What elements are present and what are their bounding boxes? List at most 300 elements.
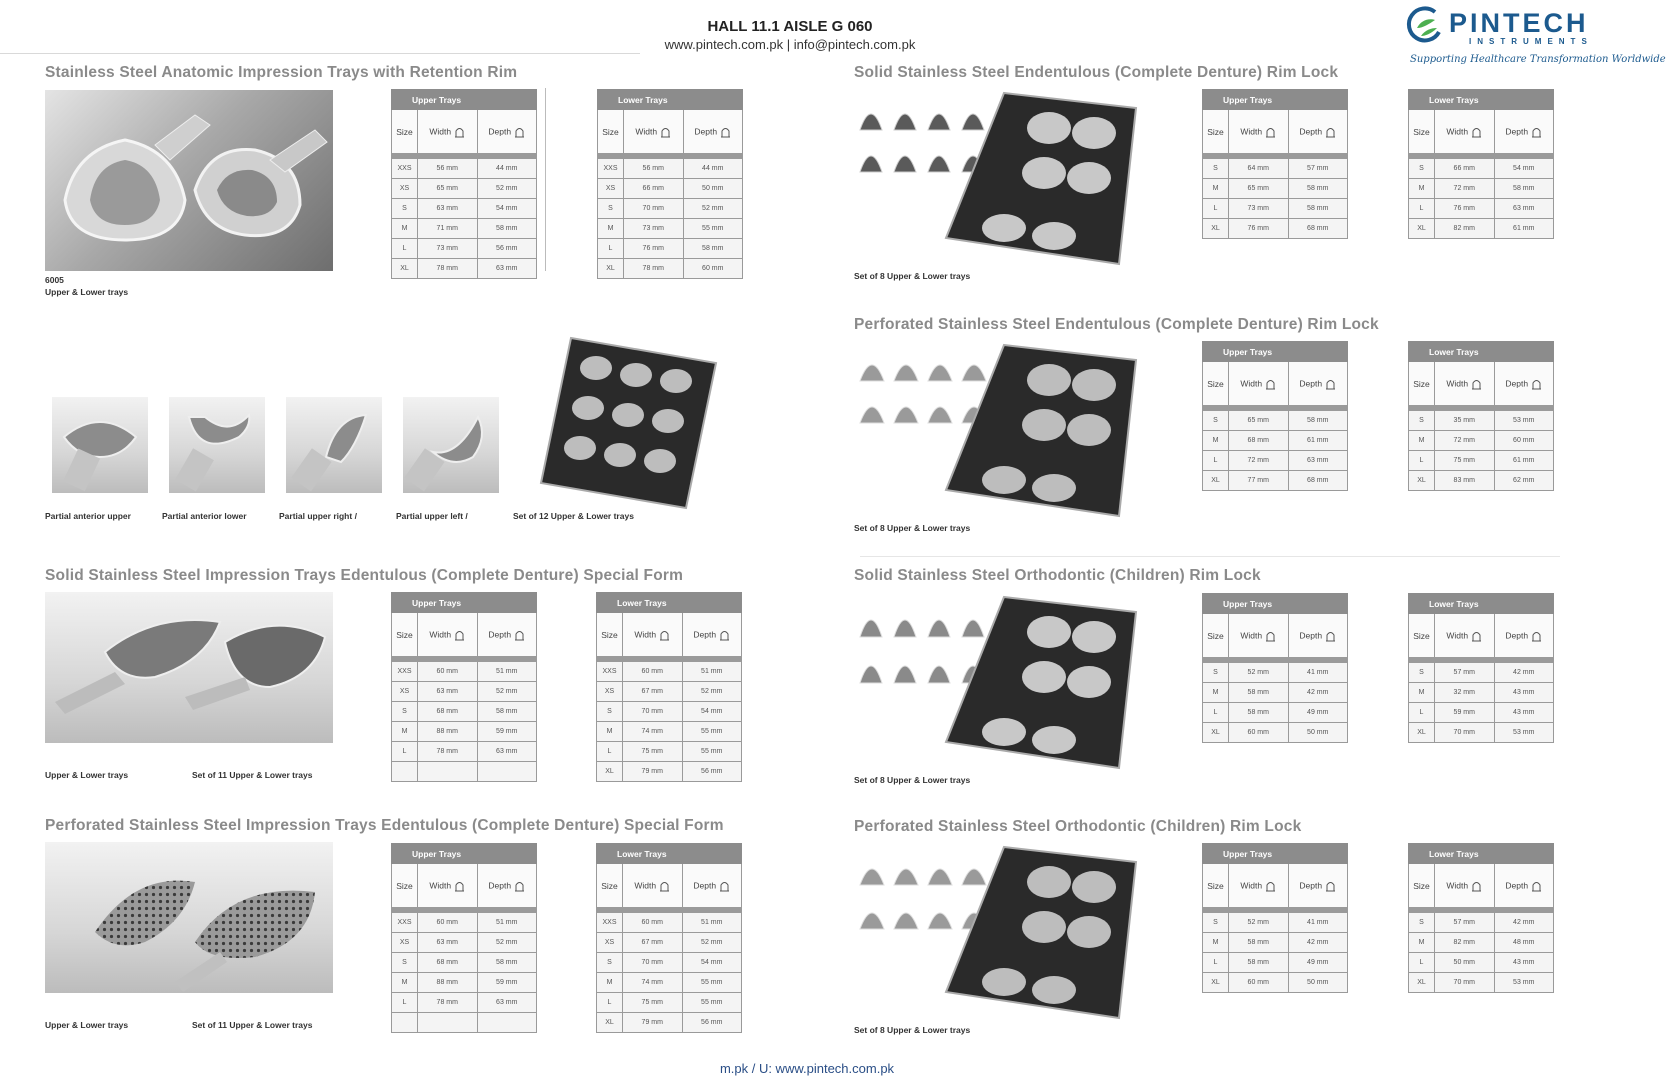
width-cell: 32 mm <box>1435 683 1495 703</box>
width-cell <box>418 762 478 782</box>
width-cell: 67 mm <box>623 933 683 953</box>
spec-table <box>391 843 537 1033</box>
width-cell: 78 mm <box>418 742 478 762</box>
depth-cell: 51 mm <box>477 913 537 933</box>
size-header: Size <box>1203 864 1229 908</box>
depth-cell: 63 mm <box>477 993 537 1013</box>
width-cell: 72 mm <box>1435 179 1495 199</box>
size-header: Size <box>597 613 623 657</box>
depth-cell: 54 mm <box>1494 159 1554 179</box>
size-cell: S <box>392 199 418 219</box>
table-row <box>1409 411 1554 431</box>
width-header <box>1229 110 1289 154</box>
size-header: Size <box>1203 614 1229 658</box>
tray-case-icon <box>536 333 720 513</box>
width-cell: 63 mm <box>418 682 478 702</box>
vertical-divider <box>545 88 546 271</box>
tooth-icon <box>1265 126 1276 138</box>
depth-cell <box>477 762 537 782</box>
depth-cell: 55 mm <box>682 973 742 993</box>
size-cell: XL <box>1409 219 1435 239</box>
depth-cell: 60 mm <box>683 259 743 279</box>
table-row <box>1203 431 1348 451</box>
depth-cell: 62 mm <box>1494 471 1554 491</box>
width-header <box>624 110 684 154</box>
spec-table <box>1202 593 1348 743</box>
width-cell: 79 mm <box>623 1013 683 1033</box>
depth-cell: 61 mm <box>1288 431 1348 451</box>
spec-table <box>1408 843 1554 993</box>
partial-tray-icon <box>403 397 499 493</box>
depth-cell: 53 mm <box>1494 411 1554 431</box>
spec-table <box>597 89 743 279</box>
table-row <box>597 933 742 953</box>
product-photo-partial-upper-left <box>403 397 499 493</box>
table-row <box>1409 471 1554 491</box>
table-row <box>598 239 743 259</box>
size-cell: S <box>1409 663 1435 683</box>
product-photo-set-8-case <box>944 340 1140 518</box>
table-title: Lower Trays <box>1409 342 1554 362</box>
product-photo-set-12-case <box>536 333 720 513</box>
size-cell: XS <box>597 682 623 702</box>
caption-set-8: Set of 8 Upper & Lower trays <box>854 523 971 533</box>
caption-upper-lower: Upper & Lower trays <box>45 1020 129 1030</box>
spec-table <box>596 843 742 1033</box>
table-row <box>1409 179 1554 199</box>
table-row <box>1203 683 1348 703</box>
depth-label: Depth <box>1505 377 1529 388</box>
size-cell: S <box>1409 159 1435 179</box>
tooth-icon <box>454 880 465 892</box>
size-cell: M <box>392 722 418 742</box>
table-row <box>597 702 742 722</box>
size-cell: XXS <box>597 913 623 933</box>
tooth-icon <box>1471 126 1482 138</box>
depth-cell: 43 mm <box>1494 703 1554 723</box>
width-label: Width <box>1446 879 1469 890</box>
depth-cell: 43 mm <box>1494 683 1554 703</box>
width-cell: 78 mm <box>624 259 684 279</box>
width-cell: 70 mm <box>623 702 683 722</box>
table-row <box>392 1013 537 1033</box>
tooth-icon <box>719 880 730 892</box>
tooth-icon <box>1471 630 1482 642</box>
size-cell: L <box>598 239 624 259</box>
table-title: Upper Trays <box>1203 90 1348 110</box>
width-label: Width <box>634 879 657 890</box>
table-row <box>1203 703 1348 723</box>
caption-set-11: Set of 11 Upper & Lower trays <box>192 1020 313 1030</box>
spec-table <box>1408 89 1554 239</box>
tray-pair-icon <box>45 592 333 743</box>
size-cell <box>392 1013 418 1033</box>
width-cell: 82 mm <box>1435 219 1495 239</box>
depth-cell: 43 mm <box>1494 953 1554 973</box>
table-row <box>597 953 742 973</box>
depth-cell: 63 mm <box>1288 451 1348 471</box>
size-cell: M <box>392 973 418 993</box>
tooth-icon <box>454 126 465 138</box>
width-cell: 60 mm <box>1229 973 1289 993</box>
spec-table <box>1202 89 1348 239</box>
width-cell: 60 mm <box>418 662 478 682</box>
logo-wordmark: PINTECH <box>1449 8 1589 38</box>
tooth-icon <box>1531 630 1542 642</box>
depth-header <box>683 110 743 154</box>
width-cell: 60 mm <box>623 913 683 933</box>
table-row <box>598 179 743 199</box>
logo-globe-icon <box>1405 6 1445 46</box>
size-cell: XL <box>1409 973 1435 993</box>
width-cell: 70 mm <box>1435 723 1495 743</box>
depth-cell: 42 mm <box>1288 683 1348 703</box>
product-photo-set-8-case <box>944 842 1140 1020</box>
depth-header <box>477 110 537 154</box>
size-cell: XXS <box>392 159 418 179</box>
table-row <box>597 993 742 1013</box>
depth-cell: 58 mm <box>1288 179 1348 199</box>
spec-table <box>391 592 537 782</box>
depth-label: Depth <box>1299 629 1323 640</box>
width-label: Width <box>635 125 658 136</box>
table-row <box>1203 953 1348 973</box>
header-divider <box>0 53 640 54</box>
width-cell: 63 mm <box>418 933 478 953</box>
depth-label: Depth <box>1505 879 1529 890</box>
size-cell: M <box>1203 431 1229 451</box>
tray-pair-icon <box>45 90 333 271</box>
section-divider <box>860 556 1560 557</box>
section-title-anatomic: Stainless Steel Anatomic Impression Trays with Retention Rim <box>45 64 518 81</box>
spec-table <box>1408 593 1554 743</box>
table-row <box>1409 199 1554 219</box>
width-header <box>1435 864 1495 908</box>
table-row <box>1203 913 1348 933</box>
table-row <box>1409 683 1554 703</box>
table-row <box>597 913 742 933</box>
depth-cell: 68 mm <box>1288 471 1348 491</box>
size-cell: L <box>597 742 623 762</box>
width-label: Width <box>1446 377 1469 388</box>
spec-table <box>596 592 742 782</box>
table-title: Upper Trays <box>392 593 537 613</box>
depth-cell: 49 mm <box>1288 703 1348 723</box>
width-label: Width <box>634 628 657 639</box>
spec-table <box>1202 341 1348 491</box>
table-row <box>1203 471 1348 491</box>
depth-cell: 55 mm <box>682 722 742 742</box>
width-cell: 71 mm <box>418 219 478 239</box>
depth-header <box>477 613 537 657</box>
width-header <box>623 613 683 657</box>
width-cell: 58 mm <box>1229 683 1289 703</box>
width-label: Width <box>1240 879 1263 890</box>
size-cell: S <box>392 953 418 973</box>
table-row <box>392 913 537 933</box>
logo-subtitle: INSTRUMENTS <box>1469 37 1593 46</box>
size-cell: XL <box>597 762 623 782</box>
width-cell: 65 mm <box>1229 411 1289 431</box>
width-header <box>623 864 683 908</box>
width-label: Width <box>1240 125 1263 136</box>
size-cell: M <box>1203 179 1229 199</box>
depth-cell: 58 mm <box>1288 411 1348 431</box>
table-row <box>392 973 537 993</box>
table-title: Lower Trays <box>597 844 742 864</box>
width-label: Width <box>429 628 452 639</box>
table-title: Lower Trays <box>598 90 743 110</box>
table-title: Upper Trays <box>1203 594 1348 614</box>
size-cell: L <box>392 742 418 762</box>
depth-cell: 52 mm <box>682 682 742 702</box>
width-cell: 77 mm <box>1229 471 1289 491</box>
depth-cell: 51 mm <box>682 913 742 933</box>
tooth-icon <box>719 629 730 641</box>
tooth-icon <box>1531 126 1542 138</box>
table-row <box>597 973 742 993</box>
table-row <box>392 159 537 179</box>
size-header: Size <box>392 864 418 908</box>
depth-label: Depth <box>488 125 512 136</box>
partial-tray-icon <box>169 397 265 493</box>
table-row <box>392 993 537 1013</box>
width-cell: 88 mm <box>418 722 478 742</box>
tooth-icon <box>720 126 731 138</box>
width-cell: 58 mm <box>1229 703 1289 723</box>
tooth-icon <box>1531 880 1542 892</box>
width-cell: 60 mm <box>623 662 683 682</box>
size-cell: L <box>1203 451 1229 471</box>
depth-header <box>682 864 742 908</box>
tooth-icon <box>1531 378 1542 390</box>
table-row <box>392 259 537 279</box>
depth-cell: 42 mm <box>1494 913 1554 933</box>
depth-cell: 60 mm <box>1494 431 1554 451</box>
depth-cell: 54 mm <box>682 953 742 973</box>
depth-header <box>1494 864 1554 908</box>
depth-cell: 53 mm <box>1494 973 1554 993</box>
caption-partial-upper-right: Partial upper right / <box>279 511 357 521</box>
width-cell: 58 mm <box>1229 933 1289 953</box>
perforated-tray-pair-icon <box>45 842 333 993</box>
table-row <box>1409 723 1554 743</box>
width-header <box>1229 362 1289 406</box>
width-cell: 60 mm <box>1229 723 1289 743</box>
size-cell: XL <box>1203 723 1229 743</box>
depth-cell: 63 mm <box>1494 199 1554 219</box>
size-cell: M <box>1409 179 1435 199</box>
table-row <box>392 179 537 199</box>
size-cell: XS <box>392 179 418 199</box>
depth-cell: 55 mm <box>682 742 742 762</box>
size-cell: XL <box>597 1013 623 1033</box>
width-header <box>1435 614 1495 658</box>
width-cell: 52 mm <box>1229 663 1289 683</box>
depth-cell: 42 mm <box>1494 663 1554 683</box>
size-cell: XL <box>1409 471 1435 491</box>
size-cell: XS <box>597 933 623 953</box>
section-title-perforated-rim-lock: Perforated Stainless Steel Endentulous (Complete Denture) Rim Lock <box>854 316 1379 333</box>
size-cell: S <box>1409 913 1435 933</box>
depth-cell <box>477 1013 537 1033</box>
size-cell: XL <box>598 259 624 279</box>
caption-upper-lower: Upper & Lower trays <box>45 287 129 297</box>
depth-label: Depth <box>1299 125 1323 136</box>
tooth-icon <box>514 880 525 892</box>
depth-header <box>1288 362 1348 406</box>
page-header <box>590 18 990 52</box>
depth-label: Depth <box>1299 377 1323 388</box>
depth-cell: 50 mm <box>1288 723 1348 743</box>
width-cell: 68 mm <box>418 953 478 973</box>
table-row <box>598 219 743 239</box>
width-cell: 76 mm <box>1435 199 1495 219</box>
width-cell: 64 mm <box>1229 159 1289 179</box>
table-row <box>597 762 742 782</box>
depth-cell: 58 mm <box>1288 199 1348 219</box>
table-row <box>1203 159 1348 179</box>
tooth-icon <box>1471 378 1482 390</box>
width-header <box>1435 110 1495 154</box>
size-cell: M <box>598 219 624 239</box>
depth-cell: 51 mm <box>477 662 537 682</box>
size-header: Size <box>1409 110 1435 154</box>
size-header: Size <box>1203 110 1229 154</box>
table-row <box>1409 953 1554 973</box>
product-photo-anatomic-trays <box>45 90 333 271</box>
size-cell: XL <box>1203 219 1229 239</box>
size-cell: M <box>392 219 418 239</box>
section-title-solid-rim-lock: Solid Stainless Steel Endentulous (Complete Denture) Rim Lock <box>854 64 1339 81</box>
width-cell: 70 mm <box>624 199 684 219</box>
depth-cell: 44 mm <box>477 159 537 179</box>
size-cell: S <box>1203 159 1229 179</box>
depth-cell: 52 mm <box>477 933 537 953</box>
tray-case-icon <box>944 340 1140 518</box>
size-header: Size <box>392 110 418 154</box>
product-photo-set-8-case <box>944 592 1140 770</box>
table-row <box>1203 451 1348 471</box>
tooth-icon <box>454 629 465 641</box>
width-cell: 88 mm <box>418 973 478 993</box>
size-cell: XS <box>392 933 418 953</box>
width-cell: 76 mm <box>1229 219 1289 239</box>
width-cell: 57 mm <box>1435 913 1495 933</box>
size-cell: L <box>392 239 418 259</box>
size-cell: XXS <box>392 913 418 933</box>
width-label: Width <box>429 125 452 136</box>
table-row <box>1409 663 1554 683</box>
depth-cell: 56 mm <box>682 1013 742 1033</box>
width-cell: 70 mm <box>623 953 683 973</box>
size-cell: S <box>597 953 623 973</box>
width-cell: 60 mm <box>418 913 478 933</box>
table-row <box>598 259 743 279</box>
size-header: Size <box>598 110 624 154</box>
width-header <box>1229 614 1289 658</box>
table-row <box>392 199 537 219</box>
table-title: Upper Trays <box>392 90 537 110</box>
width-cell: 82 mm <box>1435 933 1495 953</box>
size-cell: M <box>1203 683 1229 703</box>
depth-cell: 49 mm <box>1288 953 1348 973</box>
depth-cell: 42 mm <box>1288 933 1348 953</box>
tooth-icon <box>1471 880 1482 892</box>
width-cell <box>418 1013 478 1033</box>
size-cell: XL <box>1409 723 1435 743</box>
size-cell: M <box>597 973 623 993</box>
width-cell: 83 mm <box>1435 471 1495 491</box>
table-row <box>598 159 743 179</box>
width-cell: 75 mm <box>1435 451 1495 471</box>
width-label: Width <box>1446 125 1469 136</box>
depth-cell: 53 mm <box>1494 723 1554 743</box>
caption-code: 6005 <box>45 275 64 285</box>
size-cell: M <box>597 722 623 742</box>
tray-case-icon <box>944 592 1140 770</box>
size-cell: L <box>1409 451 1435 471</box>
caption-set-8: Set of 8 Upper & Lower trays <box>854 775 971 785</box>
depth-cell: 59 mm <box>477 722 537 742</box>
depth-cell: 63 mm <box>477 259 537 279</box>
table-row <box>1409 933 1554 953</box>
table-row <box>392 662 537 682</box>
table-row <box>1203 973 1348 993</box>
table-row <box>1203 663 1348 683</box>
size-cell: S <box>1409 411 1435 431</box>
depth-cell: 63 mm <box>477 742 537 762</box>
depth-cell: 59 mm <box>477 973 537 993</box>
size-cell: XXS <box>392 662 418 682</box>
table-row <box>392 239 537 259</box>
tooth-icon <box>659 880 670 892</box>
depth-label: Depth <box>693 879 717 890</box>
size-cell: M <box>1203 933 1229 953</box>
width-label: Width <box>1240 377 1263 388</box>
width-cell: 73 mm <box>1229 199 1289 219</box>
width-cell: 73 mm <box>624 219 684 239</box>
table-row <box>1409 431 1554 451</box>
size-cell: XS <box>598 179 624 199</box>
width-cell: 65 mm <box>1229 179 1289 199</box>
tooth-icon <box>1265 630 1276 642</box>
depth-header <box>1494 110 1554 154</box>
size-cell: XL <box>1203 471 1229 491</box>
size-cell: L <box>1203 953 1229 973</box>
size-cell: S <box>1203 663 1229 683</box>
caption-partial-upper-left: Partial upper left / <box>396 511 468 521</box>
tooth-icon <box>659 629 670 641</box>
table-row <box>1409 703 1554 723</box>
width-cell: 79 mm <box>623 762 683 782</box>
table-title: Upper Trays <box>1203 844 1348 864</box>
depth-cell: 58 mm <box>477 953 537 973</box>
size-cell: M <box>1409 933 1435 953</box>
tooth-icon <box>1325 378 1336 390</box>
partial-tray-icon <box>52 397 148 493</box>
depth-cell: 44 mm <box>683 159 743 179</box>
product-photo-partial-anterior-upper <box>52 397 148 493</box>
table-row <box>392 702 537 722</box>
depth-cell: 56 mm <box>682 762 742 782</box>
logo-tagline: Supporting Healthcare Transformation Worldwide <box>1410 54 1666 65</box>
depth-cell: 55 mm <box>682 993 742 1013</box>
table-row <box>597 682 742 702</box>
width-cell: 35 mm <box>1435 411 1495 431</box>
depth-label: Depth <box>488 628 512 639</box>
size-cell: S <box>1203 411 1229 431</box>
